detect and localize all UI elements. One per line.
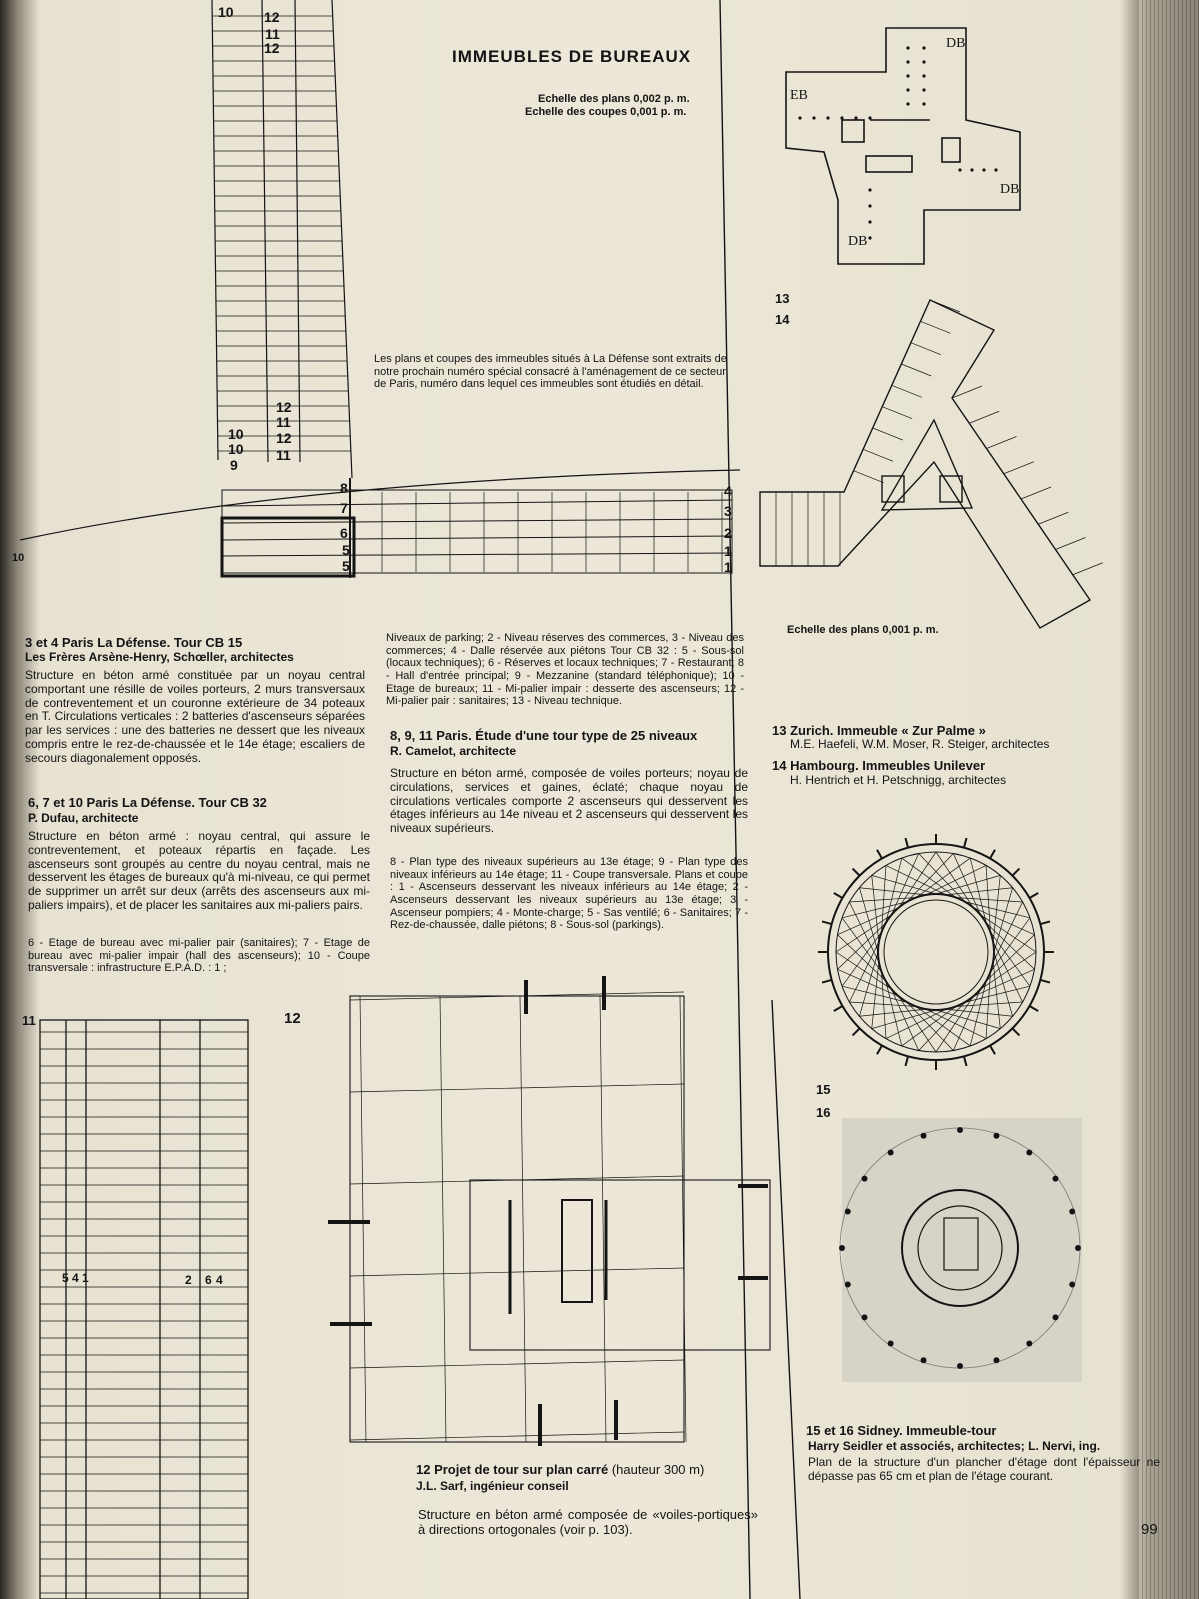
column-dot [812,116,815,119]
perimeter-column [957,1127,963,1133]
perimeter-column [921,1133,927,1139]
camelot-architect: R. Camelot, architecte [390,744,517,758]
grid-line [350,1268,684,1276]
perimeter-column [1040,980,1050,983]
room-partition [911,343,941,355]
perimeter-column [990,850,995,859]
column-dot [798,116,801,119]
lattice-rib [926,1009,986,1038]
sarf-heading-text: 12 Projet de tour sur plan carré [416,1462,609,1477]
plan-label-db: DB [1000,182,1020,197]
sarf-heading [416,1463,704,1478]
room-partition [987,437,1017,449]
room-partition [1073,563,1103,575]
perimeter-column [1069,1281,1075,1287]
plan-zurich [786,28,1020,264]
section-label: 4 [216,1273,223,1287]
column-dot [982,168,985,171]
grid-line [350,1432,684,1440]
perimeter-column [1040,921,1050,924]
perimeter-column [1026,1340,1032,1346]
perimeter-column [964,1056,967,1066]
edge-label: 10 [12,552,25,564]
level-label: 3 [724,503,732,519]
lattice-rib [859,888,878,952]
plan-unilever [760,300,1090,628]
lattice-rib [993,942,1022,1002]
column-dot [922,102,925,105]
room-partition [892,385,922,397]
fig-15: 15 [816,1082,831,1097]
section-label: 5 [62,1271,69,1285]
floor-label: 11 [265,26,280,42]
sidney-floor-plan-photo [840,1118,1082,1382]
perimeter-column [1026,1150,1032,1156]
perimeter-column [1030,893,1039,898]
fig-11: 11 [22,1013,36,1028]
perimeter-column [1075,1245,1081,1251]
lattice-rib [872,875,936,894]
perimeter-column [905,838,908,848]
room-partition [882,407,912,419]
scale-coupes: Echelle des coupes 0,001 p. m. [525,106,687,118]
cb32-legend: 6 - Etage de bureau avec mi-palier pair (sanitaires); 7 - Etage de bureau avec mi-palier impair (hall des ascenseurs); 10 - Coupe transversale : infrastructure E.P.A.D. : 1 ; [28,937,370,975]
lattice-rib [993,902,1022,962]
section-tower-type [40,1020,248,1599]
perimeter-column [877,1046,882,1055]
perimeter-column [993,1133,999,1139]
camelot-heading: 8, 9, 11 Paris. Étude d'une tour type de 25 niveaux [390,728,698,743]
sidney-heading: 15 et 16 Sidney. Immeuble-tour [806,1423,997,1438]
perimeter-column [1012,869,1019,876]
column-dot [906,102,909,105]
perimeter-column [1012,1028,1019,1035]
lattice-rib [936,996,973,1052]
hambourg-architects: H. Hentrich et H. Petschnigg, architectes [790,773,1007,787]
room-partition [854,471,884,483]
room-partition [920,321,950,333]
page-number: 99 [1141,1521,1158,1538]
page-title: IMMEUBLES DE BUREAUX [452,47,692,66]
lattice-rib [936,1010,1000,1029]
plan-label-db: DB [848,234,868,249]
plan-label-eb: EB [790,88,808,103]
sidney-architects: Harry Seidler et associés, architectes; L. Nervi, ing. [808,1439,1101,1453]
column-dot [868,236,871,239]
zurich-architects: M.E. Haefeli, W.M. Moser, R. Steiger, architectes [790,737,1050,751]
room-partition [1021,487,1051,499]
perimeter-column [834,1006,843,1011]
floor-label: 12 [276,430,292,446]
perimeter-column [853,1028,860,1035]
grid-line [360,996,366,1442]
zurich-heading: 13 Zurich. Immeuble « Zur Palme » [772,723,986,738]
lattice-rib [994,888,1013,952]
lattice-rib [926,865,986,894]
lattice-rib [886,1009,946,1038]
column-dot [868,116,871,119]
scale-plans: Echelle des plans 0,002 p. m. [538,93,690,105]
room-partition [1004,462,1034,474]
perimeter-column [845,1209,851,1215]
parking-section [20,470,740,578]
column-dot [994,168,997,171]
hambourg-heading: 14 Hambourg. Immeubles Unilever [772,758,986,773]
lattice-rib [872,1010,936,1029]
fig-13: 13 [775,291,790,306]
perimeter-column [877,850,882,859]
lattice-rib [994,952,1013,1016]
perimeter-column [822,921,832,924]
grid-line [680,996,686,1442]
perimeter-column [839,1245,845,1251]
fig-14: 14 [775,312,790,327]
section-label: 1 [82,1271,89,1285]
sarf-height: (hauteur 300 m) [611,1462,705,1477]
perimeter-column [993,1357,999,1363]
column-dot [922,74,925,77]
sarf-engineer: J.L. Sarf, ingénieur conseil [416,1479,569,1493]
perimeter-column [921,1357,927,1363]
column-dot [906,74,909,77]
lattice-rib [849,942,878,1002]
levels-legend: Niveaux de parking; 2 - Niveau réserves des commerces, 3 - Niveau des commerces; 4 - Dalle réservée aux piétons Tour CB 32 : 5 - Sous-sol (locaux techniques); 6 - Réserves et locaux techniques; 7 - Restaurant; 8 - Hall d'entrée principal; 9 - Mezzanine (standard téléphonique); 10 - Etage de bureaux; 11 - Mi-palier impair : desserte des ascenseurs; 12 - Mi-palier pair : sanitaires; 13 - Niveau technique. [386,632,744,708]
perimeter-column [888,1150,894,1156]
lattice-rib [849,902,878,962]
grid-line [520,996,526,1442]
cb32-architect: P. Dufau, architecte [28,811,139,825]
floor-label: 12 [264,9,280,25]
floor-label: 11 [276,414,291,430]
cb32-text: Structure en béton armé : noyau central, qui assure le contreventement, et poteaux répartis en façade. Les ascenseurs sont groupés au centre du noyau central, mais ne desservent les étages de bureaux qu'à mi-niveau, ce qui permet de supprimer un arrêt sur deux (arrêts des ascenseurs aux mi-paliers impairs), et de placer les sanitaires aux mi-paliers pairs. [28,829,370,912]
perimeter-column [990,1046,995,1055]
perimeter-column [1030,1006,1039,1011]
perimeter-column [905,1056,908,1066]
column-dot [922,46,925,49]
sidney-text: Plan de la structure d'un plancher d'étage dont l'épaisseur ne dépasse pas 65 cm et plan de l'étage courant. [808,1455,1160,1483]
room-partition [873,428,903,440]
sarf-text: Structure en béton armé composée de «voiles-portiques» à directions ortogonales (voir p. 103). [418,1507,758,1537]
perimeter-column [862,1176,868,1182]
floor-label: 12 [264,40,280,56]
floor-label: 10 [218,4,234,20]
perimeter-column [853,869,860,876]
grid-line [350,1084,684,1092]
level-label: 2 [724,525,732,541]
lattice-rib [836,915,892,952]
floor-label: 10 [228,426,244,442]
lattice-rib [936,875,1000,894]
column-dot [840,116,843,119]
column-dot [958,168,961,171]
lattice-rib [899,996,936,1052]
column-dot [922,88,925,91]
column-dot [906,46,909,49]
level-label: 8 [340,480,348,496]
level-label: 5 [342,542,350,558]
level-label: 1 [724,543,732,559]
perimeter-column [964,838,967,848]
room-partition [1056,538,1086,550]
perimeter-column [845,1281,851,1287]
column-dot [906,88,909,91]
floor-label: 12 [276,399,292,415]
level-label: 7 [340,500,348,516]
lattice-rib [859,952,878,1016]
perimeter-column [1052,1176,1058,1182]
column-dot [868,204,871,207]
camelot-text: Structure en béton armé, composée de voiles porteurs; noyau de circulations, services et gaines, éclaté; chaque noyau de circulations verticales comporte 2 ascenseurs qui desservent les étages inférieurs au 14e niveau et 2 ascenseurs qui desservent les niveaux supérieurs. [390,766,748,836]
fig-12: 12 [284,1010,301,1027]
floor-label: 11 [276,447,291,463]
level-label: 1 [724,559,732,575]
cb32-heading: 6, 7 et 10 Paris La Défense. Tour CB 32 [28,795,267,810]
lattice-rib [886,865,946,894]
column-dot [906,60,909,63]
perimeter-column [822,980,832,983]
grid-line [350,1360,684,1368]
sidney-structure-plan [828,844,1044,1060]
square-tower-plan [328,976,770,1446]
section-label: 4 [72,1271,79,1285]
section-label: 2 [185,1273,192,1287]
camelot-legend: 8 - Plan type des niveaux supérieurs au 13e étage; 9 - Plan type des niveaux inférieurs au 14e étage; 11 - Coupe transversale. Plans et coupe : 1 - Ascenseurs desservant les niveaux inférieurs au 14e étage; 2 - Ascenseurs desservant les niveaux supérieurs au 13e étage; 3 - Ascenseur pompiers; 4 - Monte-charge; 5 - Sas ventilé; 6 - Sanitaires; 7 - Rez-de-chaussée, dalle piétons; 8 - Sous-sol (parkings). [390,856,748,932]
column-dot [826,116,829,119]
room-partition [930,300,960,312]
level-label: 4 [724,483,732,499]
floor-label: 9 [230,457,238,473]
floor-label: 10 [228,441,244,457]
column-dot [854,116,857,119]
lattice-rib [899,852,936,908]
lattice-rib [936,852,973,908]
section-label: 6 [205,1273,212,1287]
lattice-rib [980,952,1036,989]
level-label: 5 [342,558,350,574]
cb15-architects: Les Frères Arsène-Henry, Schœller, architectes [25,650,294,664]
fig-16: 16 [816,1105,831,1120]
perimeter-column [957,1363,963,1369]
defense-note: Les plans et coupes des immeubles situés à La Défense sont extraits de notre prochain numéro spécial consacré à l'aménagement de ce secteur de Paris, numéro dans lequel ces immeubles sont étudiés en détail. [374,353,727,391]
lattice-rib [836,952,892,989]
column-dot [868,220,871,223]
room-partition [901,364,931,376]
cb15-text: Structure en béton armé constituée par un noyau central comportant une résille de voiles porteurs, 2 murs transversaux de contreventement et un couronne extérieure de 34 poteaux en T. Circulations verticales : 2 batteries d'ascenseurs séparées par les services : une des batteries ne dessert que les niveaux compris entre le rez-de-chaussée et le 14e étage; escaliers de secours diagonalement opposés. [25,668,365,765]
column-dot [970,168,973,171]
perimeter-column [888,1340,894,1346]
perimeter-column [834,893,843,898]
perimeter-column [1069,1209,1075,1215]
level-label: 6 [340,525,348,541]
perimeter-column [1052,1314,1058,1320]
room-partition [863,449,893,461]
cb15-heading: 3 et 4 Paris La Défense. Tour CB 15 [25,635,243,650]
room-partition [969,411,999,423]
scale-plans-2: Echelle des plans 0,001 p. m. [787,624,939,636]
plan-label-db: DB [946,36,966,51]
perimeter-column [862,1314,868,1320]
room-partition [1038,512,1068,524]
column-dot [868,188,871,191]
grid-line [440,996,446,1442]
column-dot [922,60,925,63]
lattice-rib [980,915,1036,952]
